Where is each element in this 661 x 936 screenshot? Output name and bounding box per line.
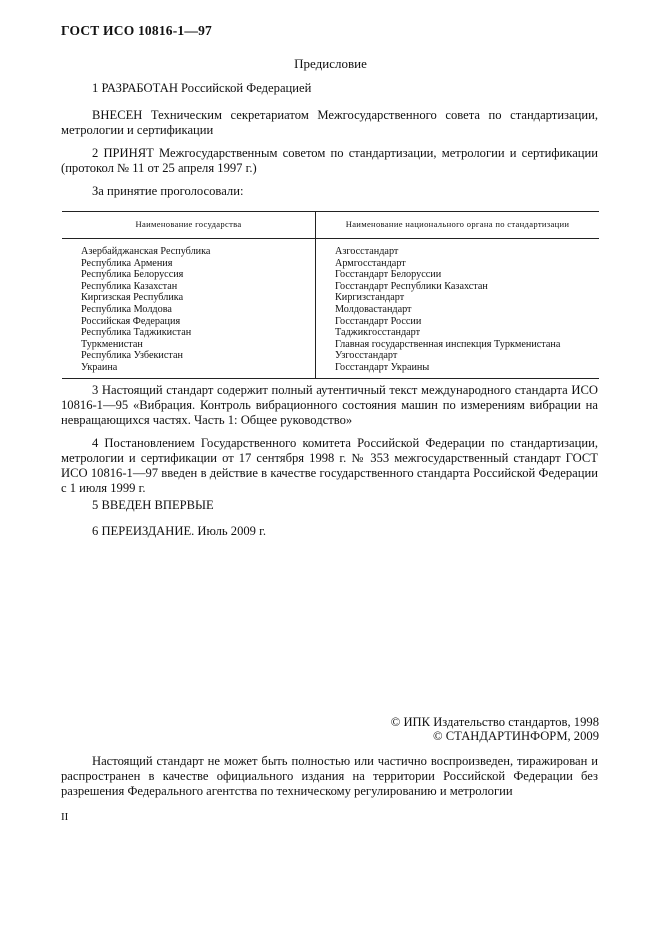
state-name: Республика Белоруссия bbox=[81, 269, 184, 281]
body-name: Узгосстандарт bbox=[335, 350, 398, 362]
item-6-reissue: 6 ПЕРЕИЗДАНИЕ. Июль 2009 г. bbox=[92, 524, 267, 538]
state-name: Республика Молдова bbox=[81, 303, 172, 315]
item-2-adopted: 2 ПРИНЯТ Межгосударственным советом по стандартизации, метрологии и сертификации (протокол № 11 от 25 апреля 1997 г.) bbox=[61, 146, 598, 175]
copyright-1998: © ИПК Издательство стандартов, 1998 bbox=[390, 715, 599, 729]
state-name: Республика Армения bbox=[81, 257, 173, 269]
body-name: Молдовастандарт bbox=[335, 303, 412, 315]
table-header-row bbox=[62, 212, 599, 239]
copyright-2009: © СТАНДАРТИНФОРМ, 2009 bbox=[433, 729, 599, 743]
state-name: Республика Казахстан bbox=[81, 280, 178, 292]
body-name: Армгосстандарт bbox=[335, 257, 406, 269]
preface-title: Предисловие bbox=[294, 56, 367, 71]
item-4-decree: 4 Постановлением Государственного комитета Российской Федерации по стандартизации, метрологии и сертификации от 17 сентября 1998 г. № 353 межгосударственный стандарт ГОСТ ИСО 10816-1—97 введен в действие в качестве государственного стандарта Российской Федерации с 1 июля 1999 г. bbox=[61, 436, 598, 495]
item-3-content: 3 Настоящий стандарт содержит полный аутентичный текст международного стандарта ИСО 10816-1—95 «Вибрация. Контроль вибрационного состояния машин по измерениям вибрации на невращающихся частях. Часть 1: Общее руководство» bbox=[61, 383, 598, 427]
state-name: Российская Федерация bbox=[81, 315, 181, 327]
item-1-developed: 1 РАЗРАБОТАН Российской Федерацией bbox=[92, 81, 312, 95]
item-5-first: 5 ВВЕДЕН ВПЕРВЫЕ bbox=[92, 498, 214, 512]
column-header-state: Наименование государства bbox=[62, 212, 316, 239]
state-list bbox=[62, 239, 316, 379]
page-number: II bbox=[61, 811, 69, 823]
body-name: Госстандарт Украины bbox=[335, 361, 430, 373]
state-name: Туркменистан bbox=[81, 338, 143, 350]
body-name: Таджикгосстандарт bbox=[335, 327, 421, 339]
body-name: Госстандарт России bbox=[335, 315, 422, 327]
column-header-body: Наименование национального органа по стандартизации bbox=[316, 212, 600, 239]
body-name: Госстандарт Белоруссии bbox=[335, 269, 442, 281]
state-name: Азербайджанская Республика bbox=[81, 246, 211, 257]
state-name: Украина bbox=[81, 361, 118, 373]
item-1-submitted: ВНЕСЕН Техническим секретариатом Межгосударственного совета по стандартизации, метрологии и сертификации bbox=[61, 108, 598, 137]
body-name: Главная государственная инспекция Туркменистана bbox=[335, 338, 561, 350]
state-name: Республика Узбекистан bbox=[81, 350, 183, 362]
voting-states-table bbox=[62, 211, 599, 379]
body-list bbox=[316, 239, 600, 379]
body-name: Азгосстандарт bbox=[335, 246, 399, 257]
document-code: ГОСТ ИСО 10816-1—97 bbox=[61, 23, 212, 38]
reproduction-notice: Настоящий стандарт не может быть полностью или частично воспроизведен, тиражирован и распространен в качестве официального издания на территории Российской Федерации без разрешения Федерального агентства по техническому регулированию и метрологии bbox=[61, 754, 598, 798]
body-name: Киргизстандарт bbox=[335, 292, 405, 304]
voted-label: За принятие проголосовали: bbox=[92, 184, 244, 198]
body-name: Госстандарт Республики Казахстан bbox=[335, 280, 488, 292]
table-body-row bbox=[62, 239, 599, 379]
state-name: Республика Таджикистан bbox=[81, 327, 192, 339]
state-name: Киргизская Республика bbox=[81, 292, 184, 304]
